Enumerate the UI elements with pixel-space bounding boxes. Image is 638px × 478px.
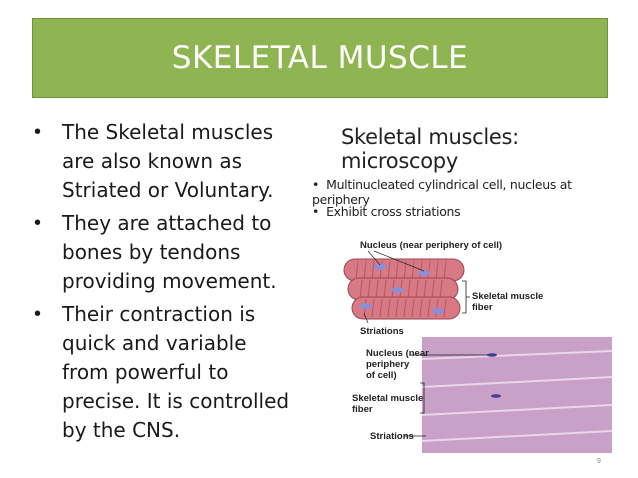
slide-title: SKELETAL MUSCLE (171, 40, 469, 76)
bullet-item (34, 300, 304, 445)
bullet-line: Striated or Voluntary. (62, 178, 274, 202)
bullet-line: Their contraction is (62, 302, 256, 326)
label-nucleus-bottom-2: periphery (366, 359, 410, 370)
figure-bullet-text: Multinucleated cylindrical cell, nucleus at periphery (312, 177, 572, 207)
label-fiber-bottom: Skeletal muscle (352, 393, 424, 404)
nucleus-icon (432, 308, 444, 314)
label-fiber-top-2: fiber (472, 302, 493, 313)
bullet-item (34, 118, 304, 205)
title-banner (32, 18, 608, 98)
label-striations-bottom: Striations (370, 431, 414, 442)
bullet-line: by the CNS. (62, 418, 181, 442)
figure-bullet-text: Exhibit cross striations (326, 204, 461, 219)
bullet-text (62, 209, 277, 296)
nucleus-icon (392, 287, 404, 293)
micrograph (404, 337, 612, 453)
fiber-illustration (344, 251, 470, 323)
label-fiber-bottom-2: fiber (352, 404, 373, 415)
bullet-line: The Skeletal muscles (62, 120, 274, 144)
label-nucleus-bottom: Nucleus (near (366, 348, 429, 359)
page-number: 9 (597, 458, 601, 465)
bullet-line: precise. It is controlled (62, 389, 290, 413)
bullet-marker: • (34, 121, 42, 143)
label-striations-top: Striations (360, 326, 404, 337)
bullet-marker: • (34, 303, 42, 325)
bullet-line: from powerful to (62, 360, 229, 384)
label-fiber-top: Skeletal muscle (472, 291, 544, 302)
figure-bullet: • Multinucleated cylindrical cell, nucleus at periphery (312, 177, 572, 207)
nucleus-icon (491, 394, 501, 398)
bullet-line: are also known as (62, 149, 243, 173)
nucleus-icon (360, 303, 372, 309)
label-nucleus-bottom-3: of cell) (366, 370, 397, 381)
muscle-diagram (306, 115, 614, 475)
bullet-line: They are attached to (62, 211, 272, 235)
figure-title: Skeletal muscles: microscopy (341, 125, 519, 173)
bullet-line: bones by tendons (62, 240, 241, 264)
figure-bullet: • Exhibit cross striations (312, 204, 461, 219)
microscopy-figure (306, 115, 614, 475)
bullet-marker: • (34, 212, 42, 234)
bullet-line: quick and variable (62, 331, 247, 355)
label-nucleus-top: Nucleus (near periphery of cell) (360, 240, 503, 251)
bullet-list (34, 118, 304, 449)
bullet-text (62, 118, 274, 205)
bullet-item (34, 209, 304, 296)
bullet-text (62, 300, 289, 445)
bullet-line: providing movement. (62, 269, 277, 293)
nucleus-icon (487, 353, 497, 357)
